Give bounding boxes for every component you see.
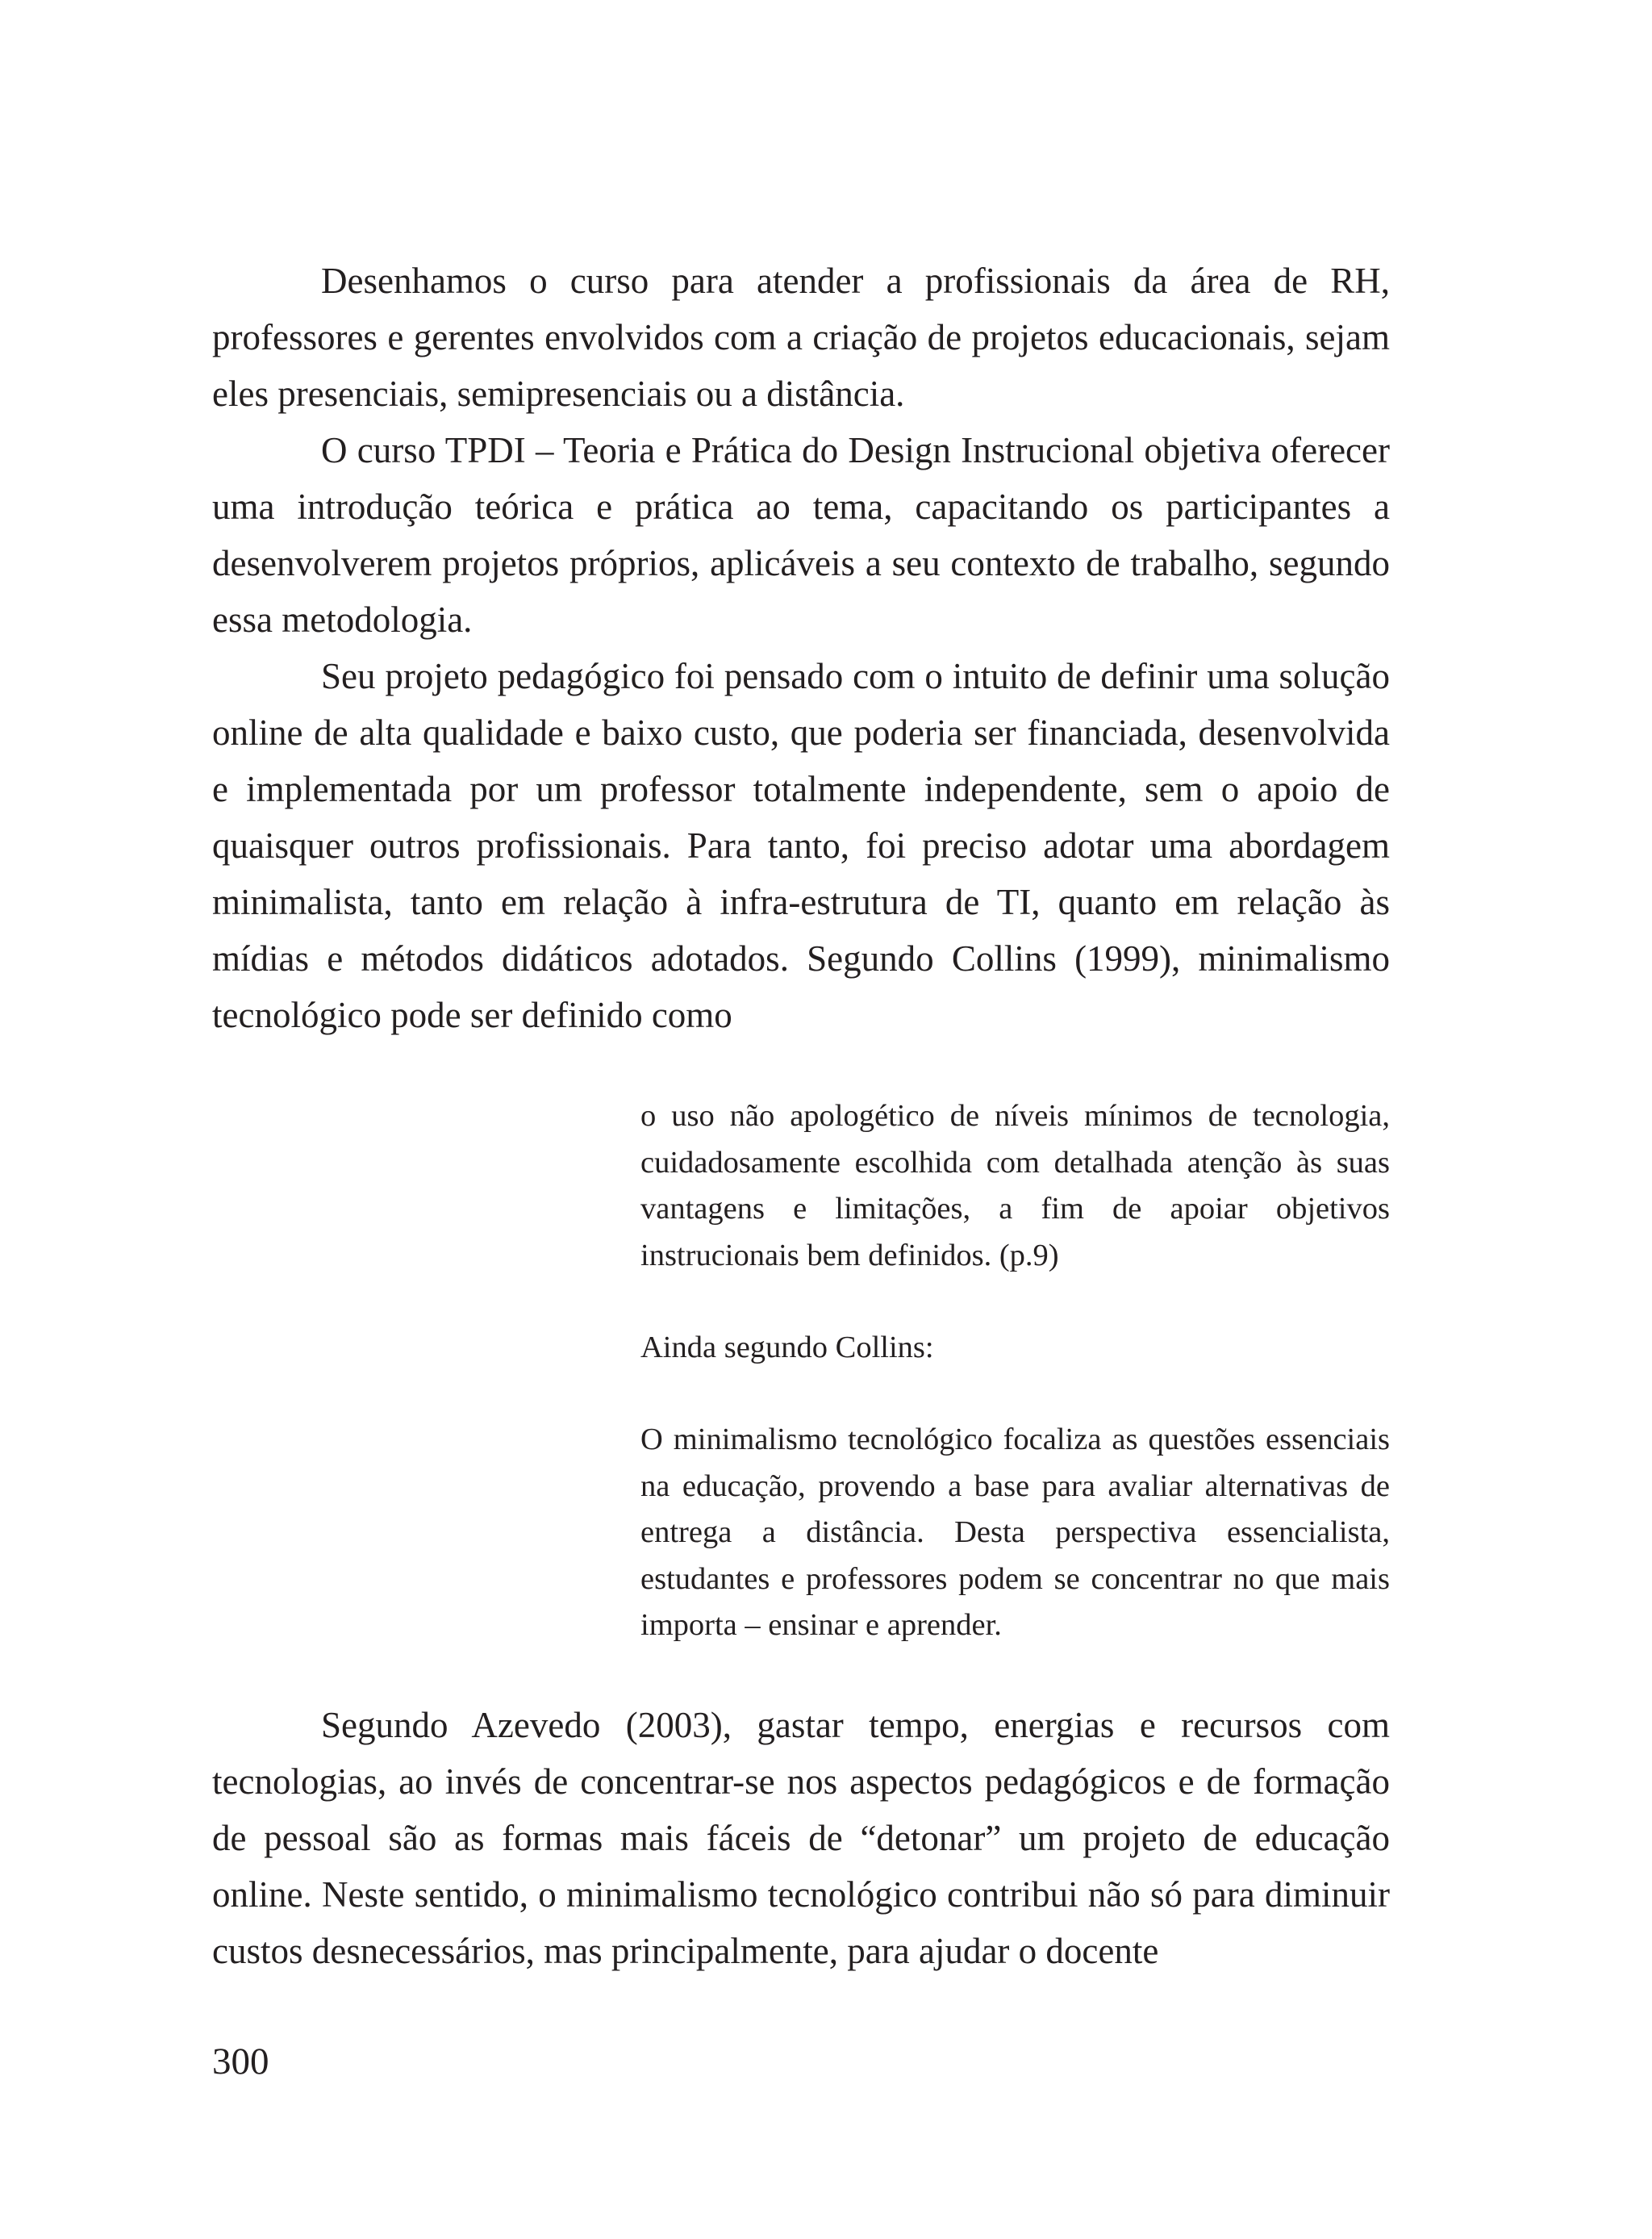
body-text-top: [212, 253, 1390, 1043]
block-quote-minimalism: [640, 1417, 1390, 1649]
block-quote-lead: [640, 1325, 1390, 1372]
paragraph-pedagogical-project: Seu projeto pedagógico foi pensado com o intuito de definir uma solução online de alta qualidade e baixo custo, que poderia ser financiada, desenvolvida e implementada por um professor totalmente independente, sem o apoio de quaisquer outros profissionais. Para tanto, foi preciso adotar uma abordagem minimalista, tanto em relação à infra-estrutura de TI, quanto em relação às mídias e métodos didáticos adotados. Segundo Collins (1999), minimalismo tecnológico pode ser definido como: [212, 656, 1390, 1035]
quote-lead-text: Ainda segundo Collins:: [640, 1330, 934, 1364]
body-text-bottom: [212, 1697, 1390, 1979]
quote-text: o uso não apologético de níveis mínimos de tecnologia, cuidadosamente escolhida com detalhada atenção às suas vantagens e limitações, a fim de apoiar objetivos instrucionais bem definidos. (p.9): [640, 1099, 1390, 1272]
paragraph-course-objective: O curso TPDI – Teoria e Prática do Design Instrucional objetiva oferecer uma introdução teórica e prática ao tema, capacitando os participantes a desenvolverem projetos próprios, aplicáveis a seu contexto de trabalho, segundo essa metodologia.: [212, 430, 1390, 640]
block-quote-definition: [640, 1093, 1390, 1279]
paragraph-azevedo: Segundo Azevedo (2003), gastar tempo, energias e recursos com tecnologias, ao invés de concentrar-se nos aspectos pedagógicos e de formação de pessoal são as formas mais fáceis de “detonar” um projeto de educação online. Neste sentido, o minimalismo tecnológico contribui não só para diminuir custos desnecessários, mas principalmente, para ajudar o docente: [212, 1705, 1390, 1971]
paragraph-course-audience: Desenhamos o curso para atender a profissionais da área de RH, professores e gerentes envolvidos com a criação de projetos educacionais, sejam eles presenciais, semipresenciais ou a distância.: [212, 261, 1390, 414]
quote-text: O minimalismo tecnológico focaliza as questões essenciais na educação, provendo a base para avaliar alternativas de entrega a distância. Desta perspectiva essencialista, estudantes e professores podem se concentrar no que mais importa – ensinar e aprender.: [640, 1422, 1390, 1642]
page-number: 300: [212, 2041, 269, 2082]
